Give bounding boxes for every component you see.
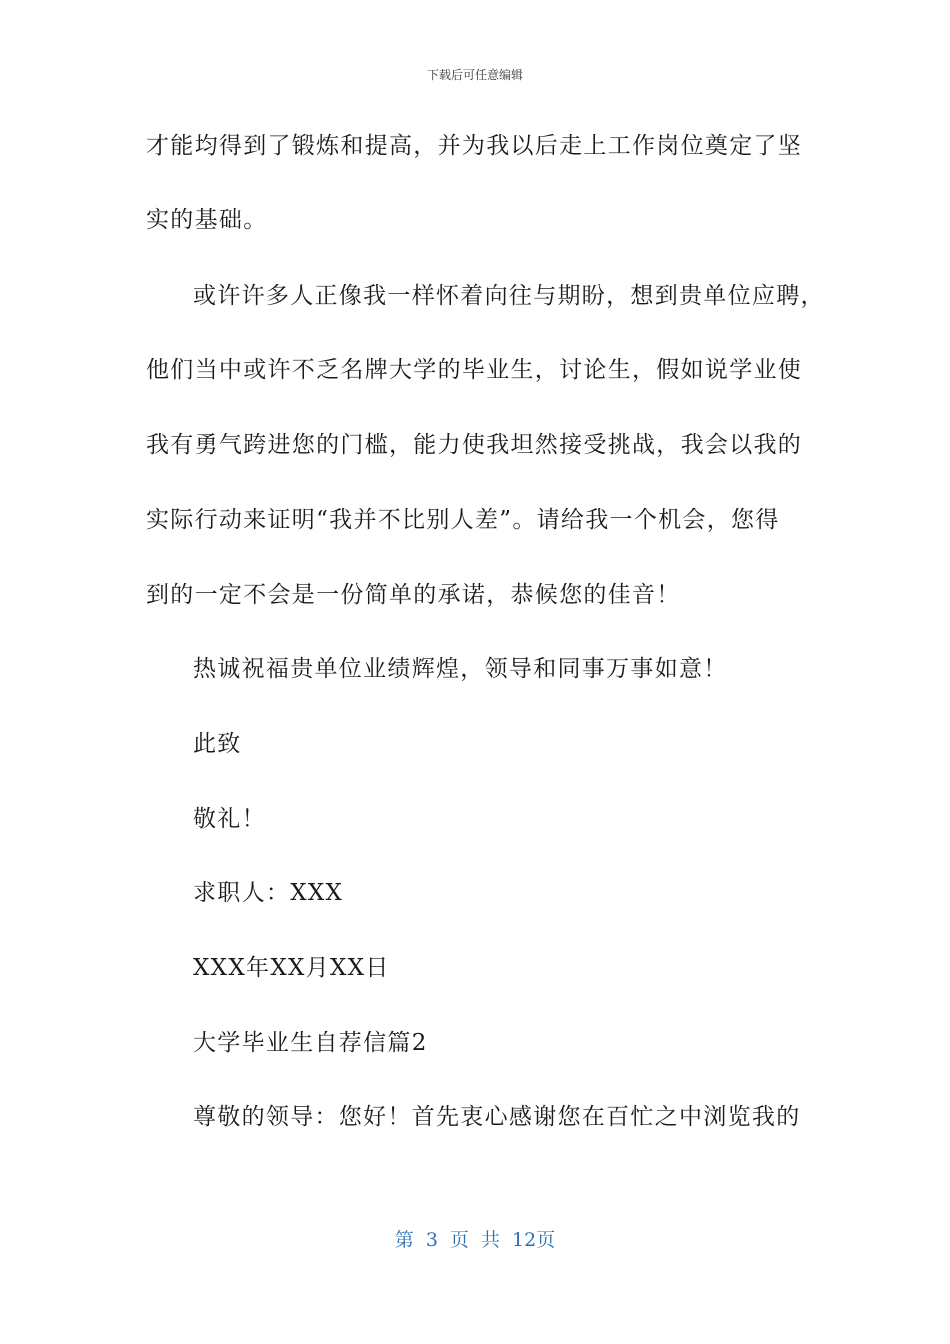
body-line: 或许许多人正像我一样怀着向往与期盼，想到贵单位应聘， (193, 283, 825, 309)
body-line: 我有勇气跨进您的门槛，能力使我坦然接受挑战，我会以我的 (146, 432, 803, 458)
salutation-jingli: 敬礼！ (193, 806, 266, 832)
body-line: 实际行动来证明“我并不比别人差”。请给我一个机会，您得 (146, 507, 780, 533)
body-line: 尊敬的领导：您好！首先衷心感谢您在百忙之中浏览我的 (193, 1104, 801, 1130)
body-line: 到的一定不会是一份简单的承诺，恭候您的佳音！ (146, 582, 681, 608)
body-line: 实的基础。 (146, 207, 268, 233)
letter-date: XXX年XX月XX日 (193, 955, 390, 981)
body-line: 才能均得到了锻炼和提高，并为我以后走上工作岗位奠定了坚 (146, 133, 803, 159)
section-heading: 大学毕业生自荐信篇2 (193, 1030, 428, 1056)
body-line: 他们当中或许不乏名牌大学的毕业生，讨论生，假如说学业使 (146, 357, 803, 383)
closing-wish: 热诚祝福贵单位业绩辉煌，领导和同事万事如意！ (193, 656, 728, 682)
salutation-cizhi: 此致 (193, 731, 242, 757)
page-number: 第 3 页 共 12页 (394, 1229, 556, 1251)
applicant-signature: 求职人：XXX (193, 880, 344, 906)
header-note: 下载后可任意编辑 (426, 68, 523, 82)
